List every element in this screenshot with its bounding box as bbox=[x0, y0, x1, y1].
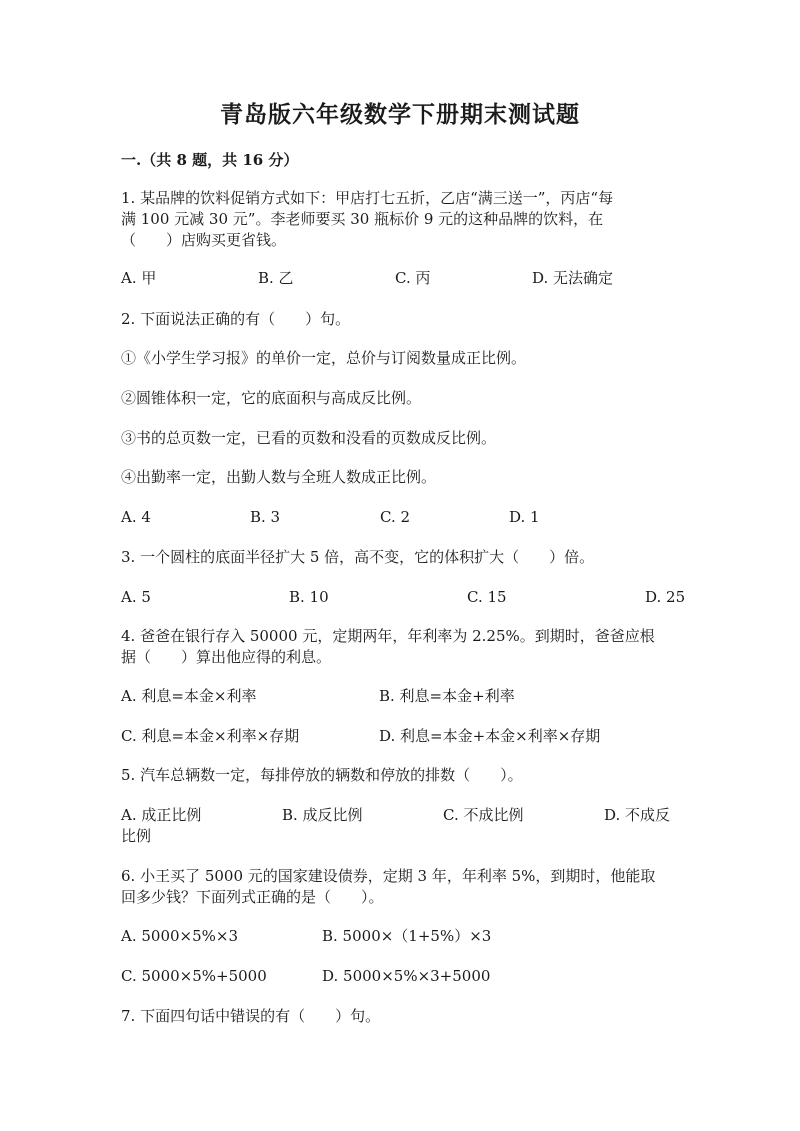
q5-option-c: C. 不成比例 bbox=[443, 806, 524, 824]
q3-option-b: B. 10 bbox=[289, 588, 329, 606]
q2-option-a: A. 4 bbox=[121, 508, 151, 526]
q2-option-d: D. 1 bbox=[509, 508, 540, 526]
q4-option-d: D. 利息=本金+本金×利率×存期 bbox=[379, 727, 601, 745]
question-7-stem: 7. 下面四句话中错误的有（ ）句。 bbox=[121, 1007, 381, 1025]
q2-option-b: B. 3 bbox=[250, 508, 281, 526]
q3-option-c: C. 15 bbox=[467, 588, 507, 606]
question-2-statement-4: ④出勤率一定，出勤人数与全班人数成正比例。 bbox=[121, 468, 437, 486]
q1-option-a: A. 甲 bbox=[121, 269, 157, 287]
question-1-line-2: 满 100 元减 30 元”。李老师要买 30 瓶标价 9 元的这种品牌的饮料，在 bbox=[121, 210, 604, 228]
q3-option-d: D. 25 bbox=[645, 588, 686, 606]
q5-option-d-wrap: 比例 bbox=[121, 827, 152, 845]
q5-option-d: D. 不成反 bbox=[604, 806, 671, 824]
question-2-stem: 2. 下面说法正确的有（ ）句。 bbox=[121, 310, 351, 328]
question-4-line-1: 4. 爸爸在银行存入 50000 元，定期两年，年利率为 2.25%。到期时，爸爸应根 bbox=[121, 627, 655, 645]
question-6-line-1: 6. 小王买了 5000 元的国家建设债券，定期 3 年，年利率 5%，到期时，他能取 bbox=[121, 867, 656, 885]
q4-option-a: A. 利息=本金×利率 bbox=[121, 687, 257, 705]
q6-option-b: B. 5000×（1+5%）×3 bbox=[322, 927, 492, 945]
q5-option-a: A. 成正比例 bbox=[121, 806, 202, 824]
question-2-statement-1: ①《小学生学习报》的单价一定，总价与订阅数量成正比例。 bbox=[121, 349, 527, 367]
question-4-line-2: 据（ ）算出他应得的利息。 bbox=[121, 648, 332, 666]
section-heading: 一.（共 8 题，共 16 分） bbox=[121, 151, 299, 169]
question-1-line-3: （ ）店购买更省钱。 bbox=[121, 231, 287, 249]
q6-option-a: A. 5000×5%×3 bbox=[121, 927, 239, 945]
q2-option-c: C. 2 bbox=[380, 508, 411, 526]
question-1-line-1: 1. 某品牌的饮料促销方式如下：甲店打七五折，乙店“满三送一”，丙店“每 bbox=[121, 189, 614, 207]
q3-option-a: A. 5 bbox=[121, 588, 151, 606]
q1-option-b: B. 乙 bbox=[258, 269, 294, 287]
q4-option-c: C. 利息=本金×利率×存期 bbox=[121, 727, 300, 745]
q6-option-d: D. 5000×5%×3+5000 bbox=[322, 967, 491, 985]
question-2-statement-3: ③书的总页数一定，已看的页数和没看的页数成反比例。 bbox=[121, 429, 497, 447]
question-5-stem: 5. 汽车总辆数一定，每排停放的辆数和停放的排数（ ）。 bbox=[121, 766, 523, 784]
q4-option-b: B. 利息=本金+利率 bbox=[379, 687, 515, 705]
question-3-stem: 3. 一个圆柱的底面半径扩大 5 倍，高不变，它的体积扩大（ ）倍。 bbox=[121, 548, 595, 566]
q1-option-d: D. 无法确定 bbox=[532, 269, 614, 287]
question-6-line-2: 回多少钱？下面列式正确的是（ ）。 bbox=[121, 888, 384, 906]
question-2-statement-2: ②圆锥体积一定，它的底面积与高成反比例。 bbox=[121, 389, 422, 407]
q1-option-c: C. 丙 bbox=[395, 269, 431, 287]
q6-option-c: C. 5000×5%+5000 bbox=[121, 967, 267, 985]
q5-option-b: B. 成反比例 bbox=[282, 806, 363, 824]
page-title: 青岛版六年级数学下册期末测试题 bbox=[220, 101, 580, 128]
